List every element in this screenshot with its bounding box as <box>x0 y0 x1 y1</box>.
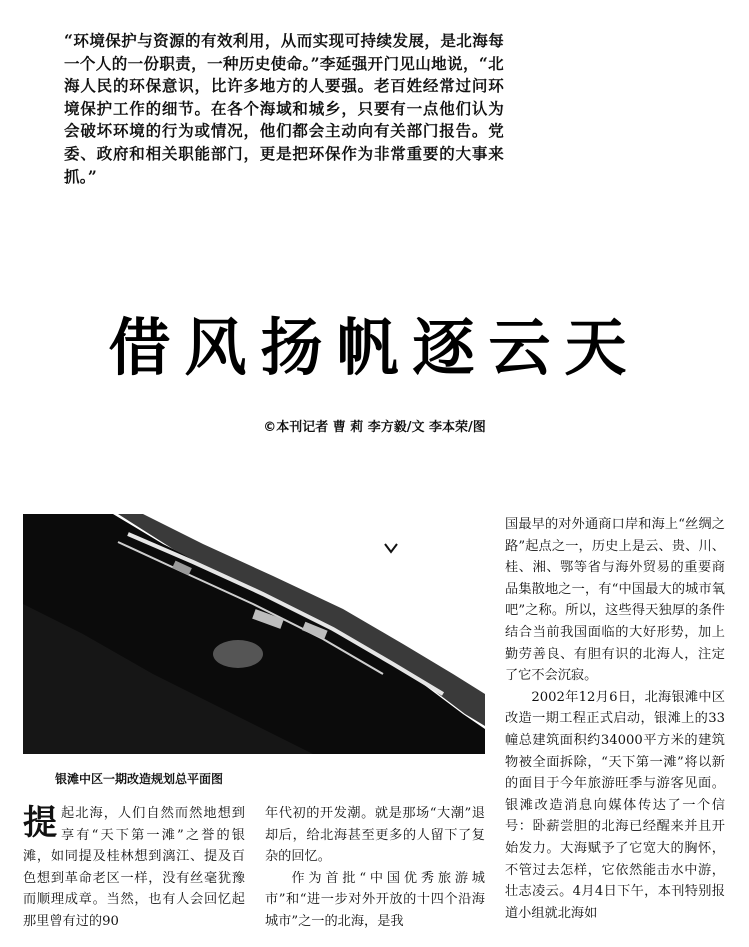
body-column-1 <box>23 803 245 933</box>
paragraph: 国最早的对外通商口岸和海上“丝绸之路”起点之一，历史上是云、贵、川、桂、湘、鄂等省与海外贸易的重要商品集散地之一，有“中国最大的城市氧吧”之称。所以，这些得天独厚的条件结合当前我国面临的大好形势，加上勤劳善良、有胆有识的北海人，注定了它不会沉寂。 <box>505 517 725 684</box>
site-plan-photo <box>23 514 485 754</box>
quote-text: “环境保护与资源的有效利用，从而实现可持续发展，是北海每一个人的一份职责，一种历史使命。”李延强开门见山地说，“北海人民的环保意识，比许多地方的人要强。老百姓经常过问环境保护工作的细节。在各个海域和城乡，只要有一点他们认为会破坏环境的行为或情况，他们都会主动向有关部门报告。党委、政府和相关职能部门，更是把环保作为非常重要的大事来抓。” <box>64 31 504 186</box>
paragraph: 2002年12月6日，北海银滩中区改造一期工程正式启动，银滩上的33幢总建筑面积约34000平方米的建筑物被全面拆除，“天下第一滩”将以新的面目于今年旅游旺季与游客见面。银滩改造消息向媒体传达了一个信号：卧薪尝胆的北海已经醒来并且开始发力。大海赋予了它宽大的胸怀，不管过去怎样，它依然能击水中游，壮志凌云。4月4日下午，本刊特别报道小组就北海如 <box>505 689 725 921</box>
body-column-3 <box>505 514 725 924</box>
site-plan-image <box>23 514 485 754</box>
drop-cap: 提 <box>23 803 57 843</box>
body-column-2 <box>265 803 485 933</box>
article-byline: ©本刊记者 曹 莉 李方毅/文 李本荣/图 <box>263 420 486 435</box>
opening-quote <box>64 30 504 188</box>
paragraph: 作为首批“中国优秀旅游城市”和“进一步对外开放的十四个沿海城市”之一的北海，是我 <box>265 870 485 929</box>
article-title: 借风扬帆逐云天 <box>108 311 641 384</box>
photo-caption: 银滩中区一期改造规划总平面图 <box>55 772 224 786</box>
paragraph: 提起北海，人们自然而然地想到享有“天下第一滩”之誉的银滩，如同提及桂林想到漓江、提及百色想到革命老区一样，没有丝毫犹豫而顺理成章。当然，也有人会回忆起那里曾有过的90 <box>23 803 245 929</box>
paragraph: 年代初的开发潮。就是那场“大潮”退却后，给北海甚至更多的人留下了复杂的回忆。 <box>265 806 485 865</box>
